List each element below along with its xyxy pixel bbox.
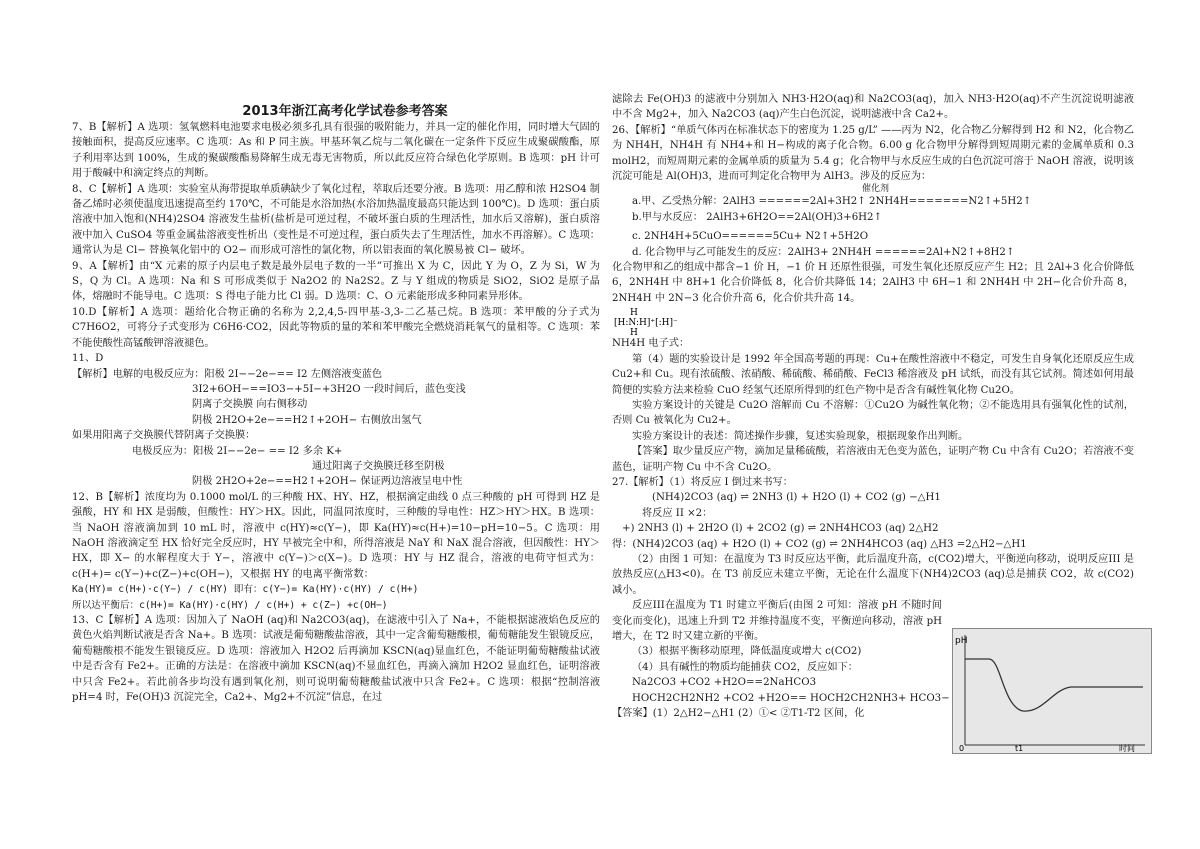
ph-time-figure — [952, 628, 1152, 754]
answer-26: 26、【解析】“单质气体丙在标准状态下的密度为 1.25 g/L” ——丙为 N2，化合物乙分解得到 H2 和 N2，化合物乙为 NH4H，NH4H 有 NH4+和 H−构成的离子化合物。6.00 g 化合物甲分解得到短周期元素的金属单质和 0.3 molH2，而短周期元素的金属单质的质量为 5.4 g；化合物甲与水反应生成的白色沉淀可溶于 NaOH 溶液，说明该沉淀可能是 Al(OH)3，进而可判定化合物甲为 AlH3。涉及的反应为： — [612, 124, 1134, 183]
answer-11-heading: 11、D — [72, 353, 104, 365]
equation: 将反应 II ×2： — [642, 507, 713, 519]
part-4: （4）具有碱性的物质均能捕获 CO2，反应如下： — [632, 661, 858, 673]
equation: c. 2NH4H+5CuO======5Cu+ N2↑+5H2O — [632, 231, 869, 243]
electron-formula-diagram — [612, 306, 732, 336]
answer-27: 27.【解析】（1）将反应 I 倒过来书写： — [612, 476, 793, 488]
ph-curve — [965, 659, 1143, 711]
answer-13: 13、C【解析】A 选项：因加入了 NaOH (aq)和 Na2CO3(aq)，在滤液中引入了 Na+，不能根据滤液焰色反应的黄色火焰判断试液是否含 Na+。B 选项：试液是葡萄糖酸盐溶液，其中一定含葡萄糖酸根，葡萄糖能发生银镜反应，葡萄糖酸根不能发生银镜反应。D 选项：溶液加入 H2O2 后再滴加 KSCN(aq)显血红色，不能证明葡萄糖酸盐试液中是否含有 Fe2+。正确的方法是：在溶液中滴加 KSCN(aq)不显血红色，再滴入滴加 H2O2 显血红色，证明溶液中只含 Fe2+。若此前各步均没有遇到氧化剂，则可说明葡萄糖酸盐试液中只含 Fe2+。C 选项：根据“控制溶液 pH=4 时，Fe(OH)3 沉淀完全，Ca2+、Mg2+不沉淀”信息，在过 — [72, 615, 600, 704]
answer-7: 7、B【解析】A 选项：氢氧燃料电池要求电极必须多孔具有很强的吸附能力，并具一定的催化作用，同时增大气固的接触面积，提高反应速率。C 选项：As 和 P 同主族。甲基环氧乙烷与二氧化碳在一定条件下反应生成聚碳酸酯，原子利用率达到 100%，生成的聚碳酸酯易降解生成无毒无害物质，所以此反应符合绿色化学原则。B 选项：pH 计可用于酸碱中和滴定终点的判断。 — [72, 122, 600, 180]
answer-8: 8、C【解析】A 选项：实验室从海带提取单质碘缺少了氧化过程，萃取后还要分液。B 选项：用乙醇和浓 H2SO4 制备乙烯时必须使温度迅速提高至约 170℃，不可能是水浴加热(水浴加热温度最高只能达到 100℃)。D 选项：蛋白质溶液中加入饱和(NH4)2SO4 溶液发生盐析(盐析是可逆过程，不破坏蛋白质的生理活性，加水后又溶解)，蛋白质溶液中加入 CuSO4 等重金属盐溶液变性析出（变性是不可逆过程，蛋白质失去了生理活性，加水不再溶解）。C 选项：通常认为是 Cl− 替换氧化铝中的 O2− 而形成可溶性的氯化物，所以铝表面的氧化膜易被 Cl− 破坏。 — [72, 183, 600, 257]
reaction: Na2CO3 +CO2 +H2O==2NaHCO3 — [632, 677, 817, 689]
part-4: 第（4）题的实验设计是 1992 年全国高考题的再现：Cu+在酸性溶液中不稳定，可发生自身氧化还原反应生成 Cu2+和 Cu。现有浓硫酸、浓硝酸、稀硫酸、稀硝酸、FeCl3 稀溶液及 pH 试纸，而没有其它试剂。简述如何用最简便的实验方法来检验 CuO 经氢气还原所得到的红色产物中是否含有碱性氧化物 Cu2O。 — [612, 353, 1134, 396]
answer-10: 10.D【解析】A 选项：题给化合物正确的名称为 2,2,4,5-四甲基-3,3-二乙基己烷。B 选项：苯甲酸的分子式为 C7H6O2，可将分子式变形为 C6H6·CO2，因此等物质的量的苯和苯甲酸完全燃烧消耗氧气的量相等。C 选项：苯不能使酸性高锰酸钾溶液褪色。 — [72, 306, 600, 349]
ka-formula: Ka(HY)= c(H+)·c(Y−) / c(HY) 即有：c(Y−)= Ka(HY)·c(HY) / c(H+) — [72, 584, 419, 596]
electron-formula — [612, 306, 1134, 336]
answer-12: 12、B【解析】浓度均为 0.1000 mol/L 的三种酸 HX、HY、HZ，根据滴定曲线 0 点三种酸的 pH 可得到 HZ 是强酸，HY 和 HX 是弱酸，但酸性：HY＞HX。因此，同温同浓度时，三种酸的导电性：HZ＞HY＞HX。B 选项：当 NaOH 溶液滴加到 10 mL 时，溶液中 c(HY)≈c(Y−)，即 Ka(HY)≈c(H+)=10−pH=10−5。C 选项：用 NaOH 溶液滴定至 HX 恰好完全反应时，HY 早被完全中和，所得溶液是 NaY 和 NaX 混合溶液，但因酸性：HY＞HX，即 X− 的水解程度大于 Y−，溶液中 c(Y−)＞c(X−)。D 选项：HY 与 HZ 混合，溶液的电荷守恒式为：c(H+)= c(Y−)+c(Z−)+c(OH−)，又根据 HY 的电离平衡常数： — [72, 491, 600, 580]
q11-line: 【解析】电解的电极反应为：阳极 2I−−2e−== I2 左侧溶液变蓝色 — [72, 368, 383, 380]
equation: a.甲、乙受热分解：2AlH3 ======2Al+3H2↑ 2NH4H=======N2↑+5H2↑ — [632, 196, 1032, 208]
catalyst-label: 催化剂 — [862, 184, 890, 195]
page-title: 2013年浙江高考化学试卷参考答案 — [242, 104, 448, 119]
electron-formula-label: NH4H 电子式： — [612, 338, 690, 350]
reaction: HOCH2CH2NH2 +CO2 +H2O== HOCH2CH2NH3+ HCO3− — [632, 692, 950, 704]
q11-line: 通过阳离子交换膜迁移至阴极 — [312, 460, 445, 472]
ph-time-plot — [953, 629, 1151, 753]
left-column — [72, 92, 600, 705]
explanation: 化合物甲和乙的组成中都含−1 价 H，−1 价 H 还原性很强，可发生氧化还原反应产生 H2；且 2Al+3 化合价降低 6，2NH4H 中 8H+1 化合价降低 8，化合价共降低 14；2AlH3 中 6H−1 和 2NH4H 中 2H−化合价升高 8，2NH4H 中 2N−3 化合价升高 6，化合价共升高 14。 — [612, 262, 1134, 304]
q11-line: 阴极 2H2O+2e−==H2↑+2OH− 右侧放出氢气 — [192, 414, 422, 426]
x-axis-label: 时间 — [1119, 744, 1135, 753]
experiment-key: 实验方案设计的关键是 Cu2O 溶解而 Cu 不溶解：①Cu2O 为碱性氧化物；②不能选用具有强氧化性的试剂，否则 Cu 被氧化为 Cu2+。 — [612, 399, 1134, 427]
equation: b.甲与水反应： 2AlH3+6H2O==2Al(OH)3+6H2↑ — [632, 211, 883, 223]
part-2b: 反应III在温度为 T1 时建立平衡后(由图 2 可知：溶液 pH 不随时间变化而变化)，迅速上升到 T2 并维持温度不变，平衡逆向移动，溶液 pH 增大，在 T2 时又建立新的平衡。 — [612, 600, 942, 642]
tick-t1: t1 — [1015, 744, 1024, 753]
q11-line: 3I2+6OH−==IO3−+5I−+3H2O 一段时间后，蓝色变浅 — [192, 383, 466, 395]
equation: d. 化合物甲与乙可能发生的反应：2AlH3+ 2NH4H ======2Al+N2↑+8H2↑ — [632, 246, 1015, 258]
tick-0: 0 — [959, 744, 965, 753]
q11-line: 如果用阳离子交换膜代替阴离子交换膜： — [72, 430, 256, 442]
q11-line: 阴离子交换膜 向右侧移动 — [192, 399, 308, 411]
svg-text:H: H — [630, 328, 638, 337]
svg-text:H: H — [630, 308, 638, 319]
experiment-statement: 实验方案设计的表述：简述操作步骤，复述实验现象，根据现象作出判断。 — [632, 430, 969, 442]
q11-line: 阴极 2H2O+2e−==H2↑+2OH− 保证两边溶液呈电中性 — [192, 476, 463, 488]
equation: 得：(NH4)2CO3 (aq) + H2O (l) + CO2 (g) ⇌ 2NH4HCO3 (aq) △H3 =2△H2−△H1 — [612, 538, 1027, 550]
answer-26-key: 【答案】取少量反应产物，滴加足量稀硫酸，若溶液由无色变为蓝色，证明产物 Cu 中含有 Cu2O；若溶液不变蓝色，证明产物 Cu 中不含 Cu2O。 — [612, 446, 1134, 473]
answer-13-continued: 滤除去 Fe(OH)3 的滤液中分别加入 NH3·H2O(aq)和 Na2CO3(aq)，加入 NH3·H2O(aq)不产生沉淀说明滤液中不含 Mg2+，加入 Na2CO3 (aq)产生白色沉淀，说明滤液中含 Ca2+。 — [612, 94, 1134, 121]
y-axis-label: pH — [955, 636, 968, 646]
part-2: （2）由图 1 可知：在温度为 T3 时反应达平衡，此后温度升高，c(CO2)增大，平衡逆向移动，说明反应III 是放热反应(△H3<0)。在 T3 前反应未建立平衡，无论在什么温度下(NH4)2CO3 (aq)总是捕获 CO2，故 c(CO2)减小。 — [612, 553, 1134, 596]
svg-text:[H:N:H]⁺[:H]⁻: [H:N:H]⁺[:H]⁻ — [614, 318, 678, 329]
answer-27-key: 【答案】(1）2△H2−△H1 (2）①< ②T1-T2 区间，化 — [612, 708, 865, 720]
equilibrium-formula: 所以达平衡后：c(H+)= Ka(HY)·c(HY) / c(H+) + c(Z−) +c(OH−) — [72, 599, 388, 611]
equation: +) 2NH3 (l) + 2H2O (l) + 2CO2 (g) ⇌ 2NH4HCO3 (aq) 2△H2 — [622, 523, 939, 535]
answer-9: 9、A【解析】由“X 元素的原子内层电子数是最外层电子数的一半”可推出 X 为 C，因此 Y 为 O，Z 为 Si，W 为 S，Q 为 Cl。A 选项：Na 和 S 可形成类似于 Na2O2 的 Na2S2。Z 与 Y 组成的物质是 SiO2，SiO2 是原子晶体，熔融时不能导电。C 选项：S 得电子能力比 Cl 弱。D 选项：C、O 元素能形成多种同素异形体。 — [72, 260, 600, 303]
q11-line: 电极反应为：阳极 2I−−2e− == I2 多余 K+ — [132, 445, 343, 457]
part-3: （3）根据平衡移动原理，降低温度或增大 c(CO2) — [632, 646, 862, 658]
equation: (NH4)2CO3 (aq) ⇌ 2NH3 (l) + H2O (l) + CO2 (g) −△H1 — [652, 492, 941, 504]
